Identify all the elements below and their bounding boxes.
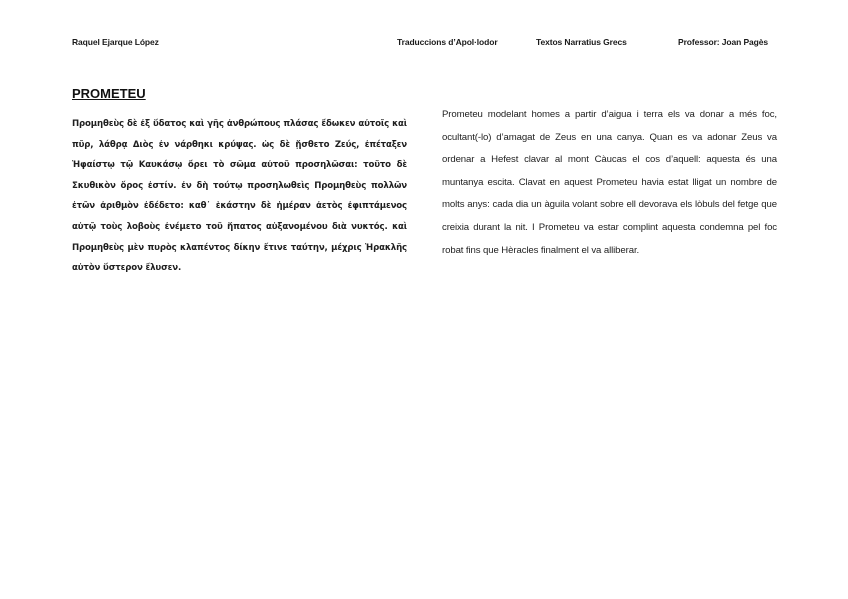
header-author: Raquel Ejarque López xyxy=(72,37,159,47)
greek-original-text: Προμηθεὺς δὲ ἐξ ὕδατος καὶ γῆς ἀνθρώπους πλάσας ἔδωκεν αὐτοῖς καὶ πῦρ, λάθρᾳ Διὸς ἐν νάρθηκι κρύψας. ὡς δὲ ᾔσθετο Ζεύς, ἐπέταξεν Ἡφαίστῳ τῷ Καυκάσῳ ὄρει τὸ σῶμα αὐτοῦ προσηλῶσαι: τοῦτο δὲ Σκυθικὸν ὄρος ἐστίν. ἐν δὴ τούτῳ προσηλωθεὶς Προμηθεὺς πολλῶν ἐτῶν ἀριθμὸν ἐδέδετο: καθ᾽ ἑκάστην δὲ ἡμέραν ἀετὸς ἐφιπτάμενος αὐτῷ τοὺς λοβοὺς ἐνέμετο τοῦ ἥπατος αὐξανομένου διὰ νυκτός. καὶ Προμηθεὺς μὲν πυρὸς κλαπέντος δίκην ἔτινε ταύτην, μέχρις Ἡρακλῆς αὐτὸν ὕστερον ἔλυσεν. xyxy=(72,119,407,274)
header-course: Traduccions d’Apol·lodor xyxy=(397,37,498,47)
header-professor: Professor: Joan Pagès xyxy=(678,37,769,47)
catalan-translation-text: Prometeu modelant homes a partir d’aigua i terra els va donar a més foc, ocultant(-lo) d’amagat de Zeus en una canya. Quan es va adonar Zeus va ordenar a Hefest clavar al mont Càucas el cos d’aquell: aquesta és una muntanya escita. Clavat en aquest Prometeu havia estat lligat un nombre de molts anys: cada dia un àguila volant sobre ell devorava els lòbuls del fetge que creixia durant la nit. I Prometeu va estar complint aquesta condemna pel foc robat fins que Hèracles finalment el va alliberar. xyxy=(442,109,777,256)
header-subject: Textos Narratius Grecs xyxy=(536,37,627,47)
document-title: PROMETEU xyxy=(72,86,146,101)
